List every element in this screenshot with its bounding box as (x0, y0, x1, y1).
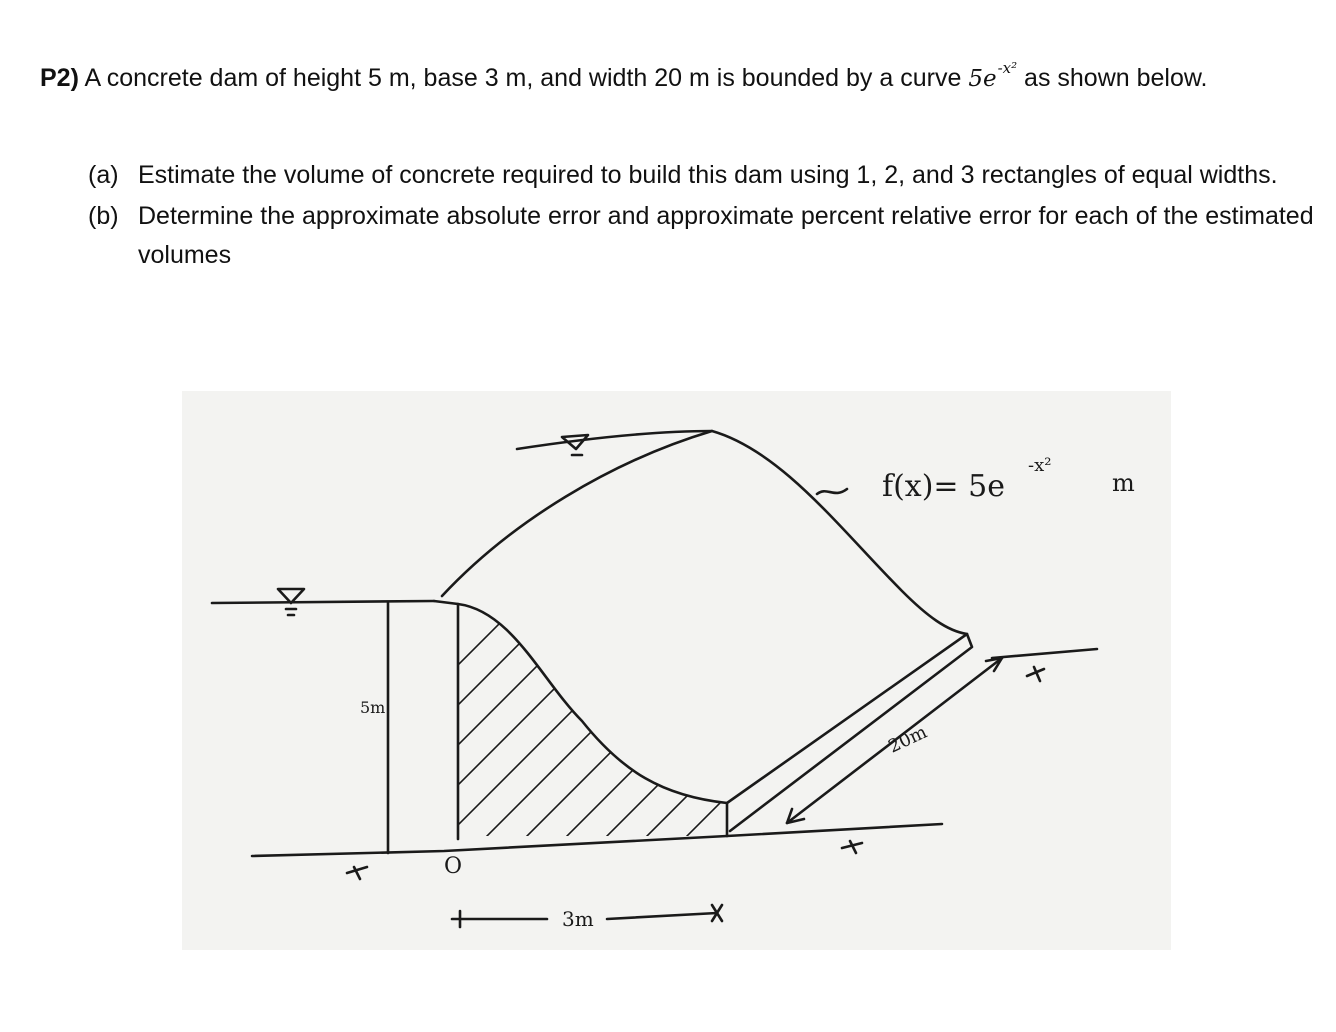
curve-exponent: -x² (997, 59, 1018, 77)
ground-line-left (252, 824, 942, 856)
dam-sketch (182, 391, 1171, 950)
part-label: (b) (88, 202, 119, 230)
width-label: 20m (885, 721, 931, 758)
part-b (88, 197, 1318, 275)
base-label: 3m (562, 907, 594, 931)
dam-figure (182, 391, 1171, 950)
problem-text-end: as shown below. (1017, 64, 1208, 92)
ground-mark-mid (842, 841, 862, 853)
part-label: (a) (88, 161, 119, 189)
ground-mark-right (1027, 667, 1044, 681)
dam-face (434, 601, 458, 839)
ground-line-right (992, 649, 1097, 658)
water-symbol-top (562, 435, 588, 455)
water-level-left (212, 601, 434, 603)
problem-label: P2) (40, 64, 79, 92)
curve-base: 5e (968, 66, 997, 92)
ground-mark-left (347, 867, 367, 879)
function-exponent: -x² (1028, 455, 1052, 476)
problem-statement (40, 48, 1300, 99)
dam-curve (458, 604, 727, 803)
side-edge-top (727, 634, 972, 831)
label-leader (817, 489, 847, 494)
origin-label: O (444, 854, 463, 879)
base-dimension-line-right (607, 913, 717, 919)
slope-upper-edge (442, 431, 967, 634)
unit-label: m (1112, 469, 1135, 497)
height-label: 5m (360, 698, 386, 717)
part-text: Determine the approximate absolute error and approximate percent relative error for each of the estimated volumes (138, 202, 1314, 269)
part-a (88, 156, 1318, 195)
curve-expression (968, 59, 1018, 92)
function-label: f(x)= 5e (882, 469, 1005, 504)
part-text: Estimate the volume of concrete required to build this dam using 1, 2, and 3 rectangles of equal widths. (138, 161, 1278, 189)
question-parts (88, 156, 1318, 277)
problem-text: A concrete dam of height 5 m, base 3 m, and width 20 m is bounded by a curve (78, 64, 969, 92)
